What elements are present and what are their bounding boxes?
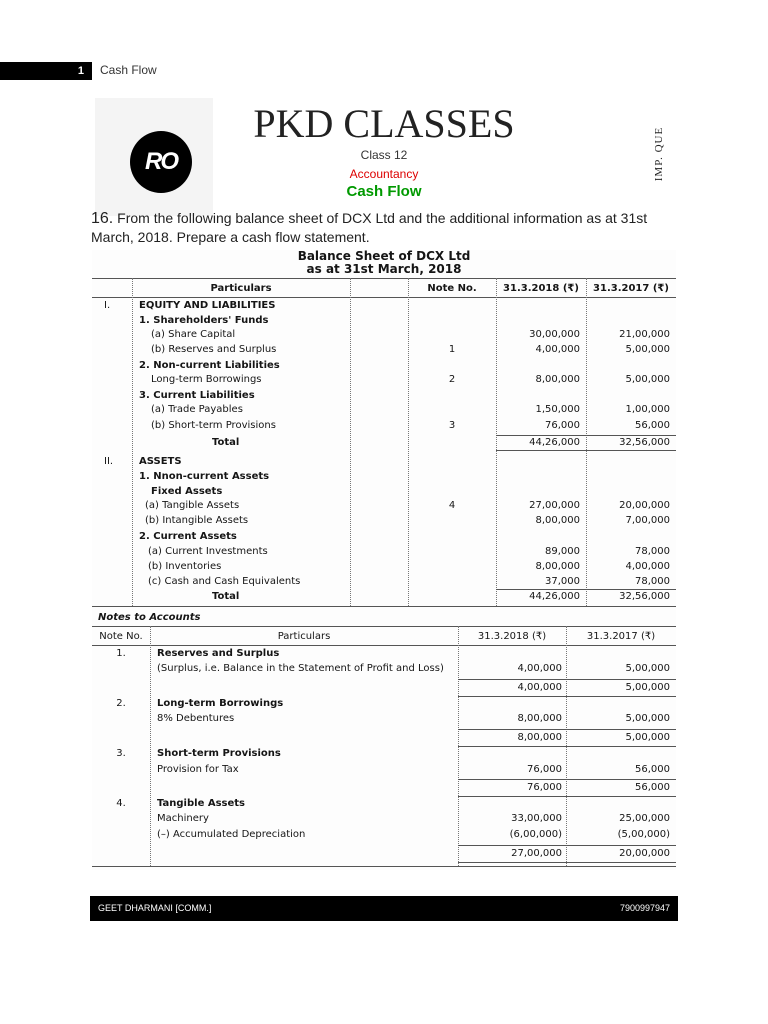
note-2018: 4,00,000 [517, 682, 562, 693]
bs-row-2017: 4,00,000 [625, 561, 670, 572]
bs-row-note: 1 [448, 344, 456, 355]
note-2018: 8,00,000 [517, 713, 562, 724]
bs-row-label: (c) Cash and Cash Equivalents [148, 576, 301, 587]
section-heading: ASSETS [139, 456, 182, 467]
notes-rule-bottom [92, 866, 676, 867]
notes-header: Particulars [277, 631, 331, 642]
class-label: Class 12 [360, 148, 408, 162]
bs-row-2018: 89,000 [545, 546, 580, 557]
bs-col-divider [132, 278, 133, 606]
bs-row-2017: 20,00,000 [619, 500, 670, 511]
bs-row-2017: 21,00,000 [619, 329, 670, 340]
bs-row-2018: 1,50,000 [535, 404, 580, 415]
bs-row-label: (b) Inventories [148, 561, 222, 572]
notes-header: 31.3.2017 (₹) [586, 631, 656, 642]
bs-row-label: 2. Non-current Liabilities [139, 360, 280, 371]
note-2018: 33,00,000 [511, 813, 562, 824]
section-heading: EQUITY AND LIABILITIES [139, 300, 276, 311]
side-label-text: IMP. QUE [653, 126, 665, 182]
footer-bar [90, 896, 678, 921]
note-2018: 4,00,000 [517, 663, 562, 674]
bs-row-label: Total [212, 437, 240, 448]
note-subtotal-rule [458, 696, 676, 697]
bs-rule-bottom [92, 606, 676, 607]
bs-row-2018: 30,00,000 [529, 329, 580, 340]
bs-row-2017: 32,56,000 [619, 591, 670, 602]
bs-row-label: (b) Reserves and Surplus [151, 344, 277, 355]
note-2018: (6,00,000) [509, 829, 562, 840]
bs-row-note: 2 [448, 374, 456, 385]
section-roman: I. [104, 300, 111, 311]
question-number: 16. [91, 210, 114, 227]
note-label: 8% Debentures [157, 713, 235, 724]
bs-row-label: Total [212, 591, 240, 602]
note-label: Long-term Borrowings [157, 698, 284, 709]
bs-row-2017: 56,000 [635, 420, 670, 431]
bs-header: 31.3.2018 (₹) [503, 283, 579, 294]
bs-row-2018: 44,26,000 [529, 437, 580, 448]
bs-row-label: (b) Intangible Assets [145, 515, 249, 526]
bs-row-label: (a) Tangible Assets [145, 500, 240, 511]
bs-row-note: 3 [448, 420, 456, 431]
question-text: From the following balance sheet of DCX Ltd and the additional information as at 31st March, 2018. Prepare a cash flow statement. [91, 210, 648, 245]
balance-sheet-scan [92, 250, 676, 870]
bs-total-rule [496, 450, 676, 451]
bs-row-label: (a) Current Investments [148, 546, 268, 557]
note-number: 1. [116, 648, 126, 659]
bs-row-label: (b) Short-term Provisions [151, 420, 276, 431]
notes-rule-top [92, 626, 676, 627]
bs-total-rule [496, 589, 676, 590]
section-roman: II. [104, 456, 114, 467]
bs-row-label: 1. Nnon-current Assets [139, 471, 270, 482]
side-label [649, 126, 669, 186]
bs-row-label: (a) Trade Payables [151, 404, 243, 415]
note-label: Short-term Provisions [157, 748, 281, 759]
balance-sheet-subtitle: as at 31st March, 2018 [306, 262, 462, 276]
bs-row-2018: 8,00,000 [535, 561, 580, 572]
bs-row-2017: 5,00,000 [625, 344, 670, 355]
bs-rule-top [92, 278, 676, 279]
page-number: 1 [77, 65, 84, 77]
note-label: Machinery [157, 813, 209, 824]
bs-row-2018: 4,00,000 [535, 344, 580, 355]
notes-col-divider [150, 626, 151, 866]
note-label: Reserves and Surplus [157, 648, 280, 659]
bs-row-note: 4 [448, 500, 456, 511]
bs-header: Note No. [427, 283, 477, 294]
bs-row-2017: 7,00,000 [625, 515, 670, 526]
bs-row-2017: 78,000 [635, 576, 670, 587]
note-label: Tangible Assets [157, 798, 245, 809]
bs-row-2018: 27,00,000 [529, 500, 580, 511]
notes-header: 31.3.2018 (₹) [477, 631, 547, 642]
note-subtotal-rule [458, 862, 676, 863]
note-subtotal-rule [458, 779, 676, 780]
note-subtotal-rule [458, 746, 676, 747]
bs-row-2018: 76,000 [545, 420, 580, 431]
note-number: 2. [116, 698, 126, 709]
bs-col-divider [350, 278, 351, 606]
note-subtotal-rule [458, 845, 676, 846]
note-2018: 8,00,000 [517, 732, 562, 743]
note-2017: 25,00,000 [619, 813, 670, 824]
bs-rule-head [92, 297, 676, 298]
notes-rule-head [92, 645, 676, 646]
bs-row-label: (a) Share Capital [151, 329, 236, 340]
note-2017: 20,00,000 [619, 848, 670, 859]
footer-phone: 7900997947 [619, 903, 670, 913]
bs-row-label: 3. Current Liabilities [139, 390, 255, 401]
bs-row-label: 2. Current Assets [139, 531, 237, 542]
bs-header: Particulars [210, 283, 272, 294]
note-label: Provision for Tax [157, 764, 239, 775]
note-label: (–) Accumulated Depreciation [157, 829, 306, 840]
note-2018: 27,00,000 [511, 848, 562, 859]
bs-row-label: Fixed Assets [151, 486, 223, 497]
note-2018: 76,000 [527, 764, 562, 775]
note-2017: 5,00,000 [625, 663, 670, 674]
balance-sheet-title [92, 250, 676, 276]
note-2017: 56,000 [635, 782, 670, 793]
bs-row-2017: 78,000 [635, 546, 670, 557]
bs-row-label: 1. Shareholders' Funds [139, 315, 269, 326]
bs-row-2017: 5,00,000 [625, 374, 670, 385]
notes-header: Note No. [99, 631, 143, 642]
bs-row-2018: 8,00,000 [535, 515, 580, 526]
bs-row-2018: 44,26,000 [529, 591, 580, 602]
bs-row-label: Long-term Borrowings [151, 374, 262, 385]
bs-header: 31.3.2017 (₹) [593, 283, 669, 294]
subject-label: Accountancy [349, 167, 419, 181]
note-number: 4. [116, 798, 126, 809]
note-2017: 56,000 [635, 764, 670, 775]
note-2017: (5,00,000) [617, 829, 670, 840]
note-2017: 5,00,000 [625, 682, 670, 693]
footer-author: GEET DHARMANI [COMM.] [98, 903, 212, 913]
bs-total-rule [496, 435, 676, 436]
notes-title: Notes to Accounts [98, 612, 201, 623]
bs-row-2018: 37,000 [545, 576, 580, 587]
bs-row-2017: 32,56,000 [619, 437, 670, 448]
header-title: Cash Flow [100, 63, 157, 77]
note-2017: 5,00,000 [625, 732, 670, 743]
note-label: (Surplus, i.e. Balance in the Statement of Profit and Loss) [157, 663, 444, 674]
question [91, 209, 681, 247]
note-subtotal-rule [458, 679, 676, 680]
note-number: 3. [116, 748, 126, 759]
balance-sheet-title-line: Balance Sheet of DCX Ltd [297, 249, 471, 263]
brand-name: PKD CLASSES [253, 101, 515, 146]
topic-label: Cash Flow [346, 183, 422, 200]
brand-logo: RO [130, 131, 192, 193]
bs-row-2017: 1,00,000 [625, 404, 670, 415]
note-2018: 76,000 [527, 782, 562, 793]
bs-col-divider [408, 278, 409, 606]
note-subtotal-rule [458, 796, 676, 797]
note-2017: 5,00,000 [625, 713, 670, 724]
note-subtotal-rule [458, 729, 676, 730]
bs-row-2018: 8,00,000 [535, 374, 580, 385]
